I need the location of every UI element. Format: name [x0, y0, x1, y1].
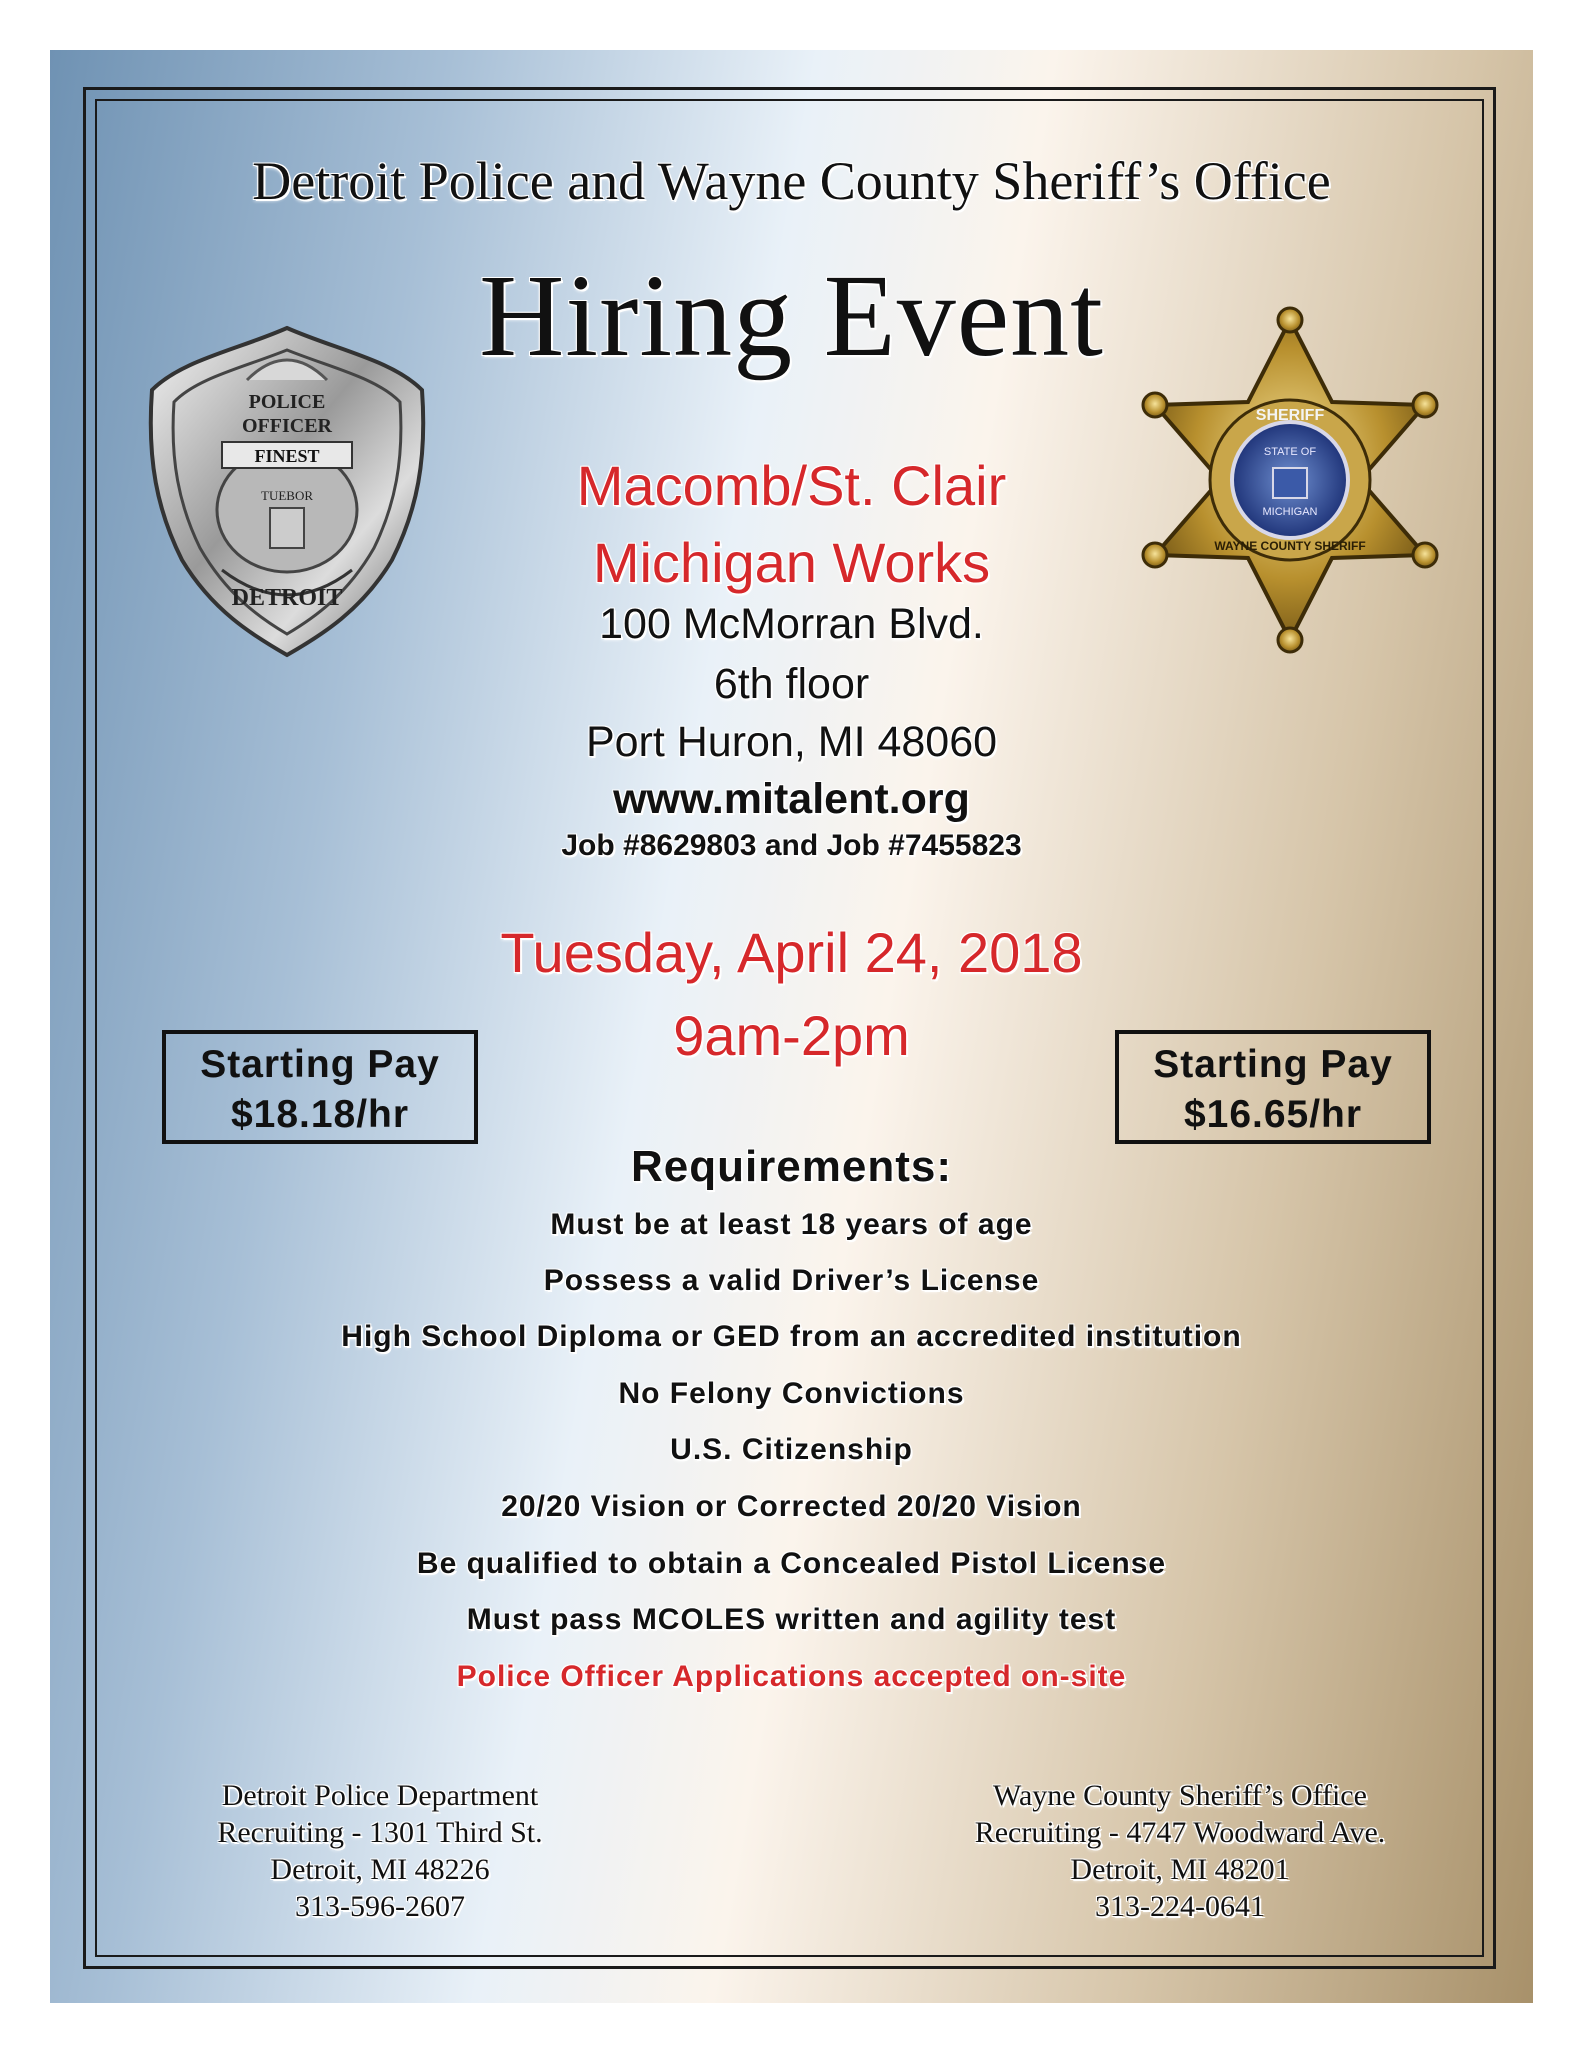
address-line3: Port Huron, MI 48060 [585, 718, 998, 766]
sheriff-pay-label: Starting Pay [1153, 1043, 1393, 1086]
sheriff-star-ring-top-text: STATE OF [1263, 446, 1317, 458]
event-time: 9am-2pm [673, 1004, 910, 1067]
footer-police-line2: Recruiting - 1301 Third St. [217, 1816, 543, 1849]
requirement-item: High School Diploma or GED from an accredited institution [341, 1320, 1242, 1353]
event-date: Tuesday, April 24, 2018 [500, 921, 1083, 984]
footer-sheriff-contact [930, 1777, 1430, 1925]
location-name-line2: Michigan Works [592, 531, 991, 594]
job-numbers: Job #8629803 and Job #7455823 [561, 829, 1022, 862]
sheriff-star-ring-bottom-text: MICHIGAN [1262, 506, 1318, 518]
police-badge-motto-text: TUEBOR [261, 488, 313, 503]
sheriff-pay-amount: $16.65/hr [1183, 1093, 1363, 1136]
sheriff-star-top-text: SHERIFF [1255, 407, 1325, 424]
sheriff-star-outer-ring-text: WAYNE COUNTY SHERIFF [1214, 539, 1366, 553]
address-line2: 6th floor [713, 660, 870, 708]
requirement-item: U.S. Citizenship [670, 1433, 913, 1466]
organizations-title: Detroit Police and Wayne County Sheriff’s Office [252, 151, 1331, 211]
applications-note: Police Officer Applications accepted on-site [456, 1660, 1127, 1693]
requirement-item: 20/20 Vision or Corrected 20/20 Vision [501, 1490, 1082, 1523]
police-badge-bottom-text: DETROIT [231, 585, 343, 611]
footer-sheriff-line2: Recruiting - 4747 Woodward Ave. [974, 1816, 1386, 1849]
requirements-heading: Requirements: [630, 1142, 953, 1191]
footer-police-line1: Detroit Police Department [221, 1779, 539, 1812]
requirement-item: Possess a valid Driver’s License [543, 1264, 1040, 1297]
police-badge-banner-text: FINEST [254, 446, 320, 466]
event-title: Hiring Event [479, 250, 1104, 381]
police-pay-label: Starting Pay [200, 1043, 440, 1086]
requirement-item: Must be at least 18 years of age [550, 1208, 1033, 1241]
requirement-item: No Felony Convictions [618, 1377, 965, 1410]
police-badge-top-text: POLICE [248, 391, 326, 413]
website-link[interactable]: www.mitalent.org [613, 775, 970, 823]
police-starting-pay-box [162, 1030, 478, 1144]
address-line1: 100 McMorran Blvd. [599, 600, 984, 648]
footer-sheriff-line3: Detroit, MI 48201 [1070, 1853, 1290, 1886]
footer-sheriff-phone: 313-224-0641 [1095, 1890, 1265, 1923]
footer-sheriff-line1: Wayne County Sheriff’s Office [993, 1779, 1367, 1812]
footer-police-line3: Detroit, MI 48226 [270, 1853, 490, 1886]
police-badge-arc-text: OFFICER [242, 415, 332, 437]
location-name-line1: Macomb/St. Clair [576, 454, 1007, 517]
footer-police-contact [130, 1777, 630, 1925]
requirement-item: Must pass MCOLES written and agility test [466, 1603, 1117, 1636]
footer-police-phone: 313-596-2607 [295, 1890, 465, 1923]
police-pay-amount: $18.18/hr [230, 1093, 410, 1136]
sheriff-starting-pay-box [1115, 1030, 1431, 1144]
requirement-item: Be qualified to obtain a Concealed Pistol License [416, 1547, 1167, 1580]
